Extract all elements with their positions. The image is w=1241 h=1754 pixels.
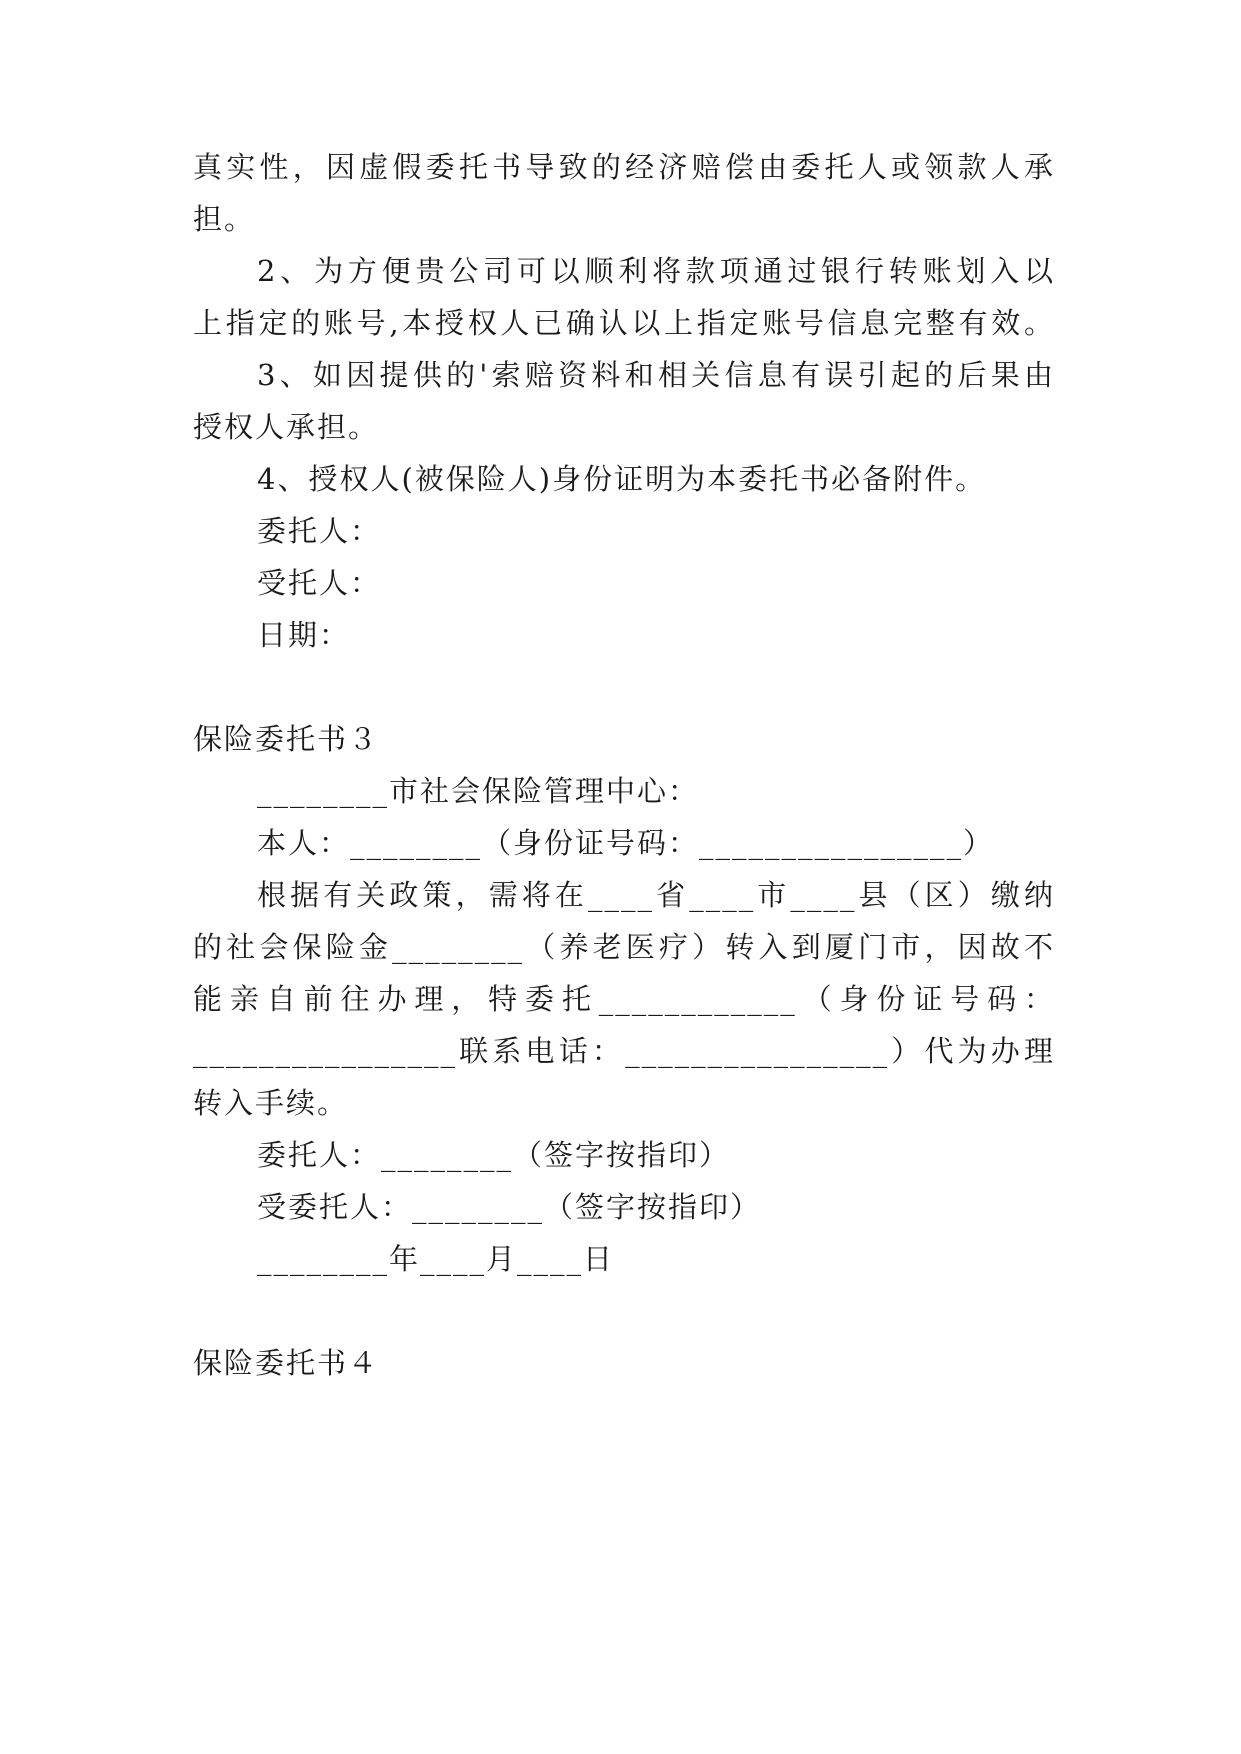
body-line: 的社会保险金________（养老医疗）转入到厦门市，因故不 (193, 930, 1055, 964)
section-3-title: 保险委托书３ (193, 722, 380, 756)
body-line: 根据有关政策，需将在____省____市____县（区）缴纳 (257, 878, 1055, 912)
clause-3-continued: 授权人承担。 (193, 410, 380, 444)
paragraph-line: 担。 (193, 202, 256, 236)
clause-4: 4、授权人(被保险人)身份证明为本委托书必备附件。 (257, 462, 987, 496)
clause-2: 2、为方便贵公司可以顺利将款项通过银行转账划入以 (257, 254, 1055, 288)
agent-signature-line: 受委托人：________（签字按指印） (257, 1190, 762, 1224)
clause-3: 3、如因提供的'索赔资料和相关信息有误引起的后果由 (257, 358, 1055, 392)
paragraph-line: 真实性，因虚假委托书导致的经济赔偿由委托人或领款人承 (193, 150, 1055, 184)
principal-signature-line: 委托人：________（签字按指印） (257, 1138, 731, 1172)
agent-label: 受托人： (257, 566, 382, 600)
section-4-title: 保险委托书４ (193, 1346, 380, 1380)
self-identity-line: 本人：________（身份证号码：________________） (257, 826, 995, 860)
clause-2-continued: 上指定的账号,本授权人已确认以上指定账号信息完整有效。 (193, 306, 1055, 340)
date-line: ________年____月____日 (257, 1242, 615, 1276)
body-line: 能亲自前往办理，特委托____________（身份证号码： (193, 982, 1055, 1016)
body-line: 转入手续。 (193, 1086, 349, 1120)
principal-label: 委托人： (257, 514, 382, 548)
body-line: ________________联系电话：________________）代为办理 (193, 1034, 1055, 1068)
addressee: ________市社会保险管理中心： (257, 774, 700, 808)
date-label: 日期： (257, 618, 351, 652)
